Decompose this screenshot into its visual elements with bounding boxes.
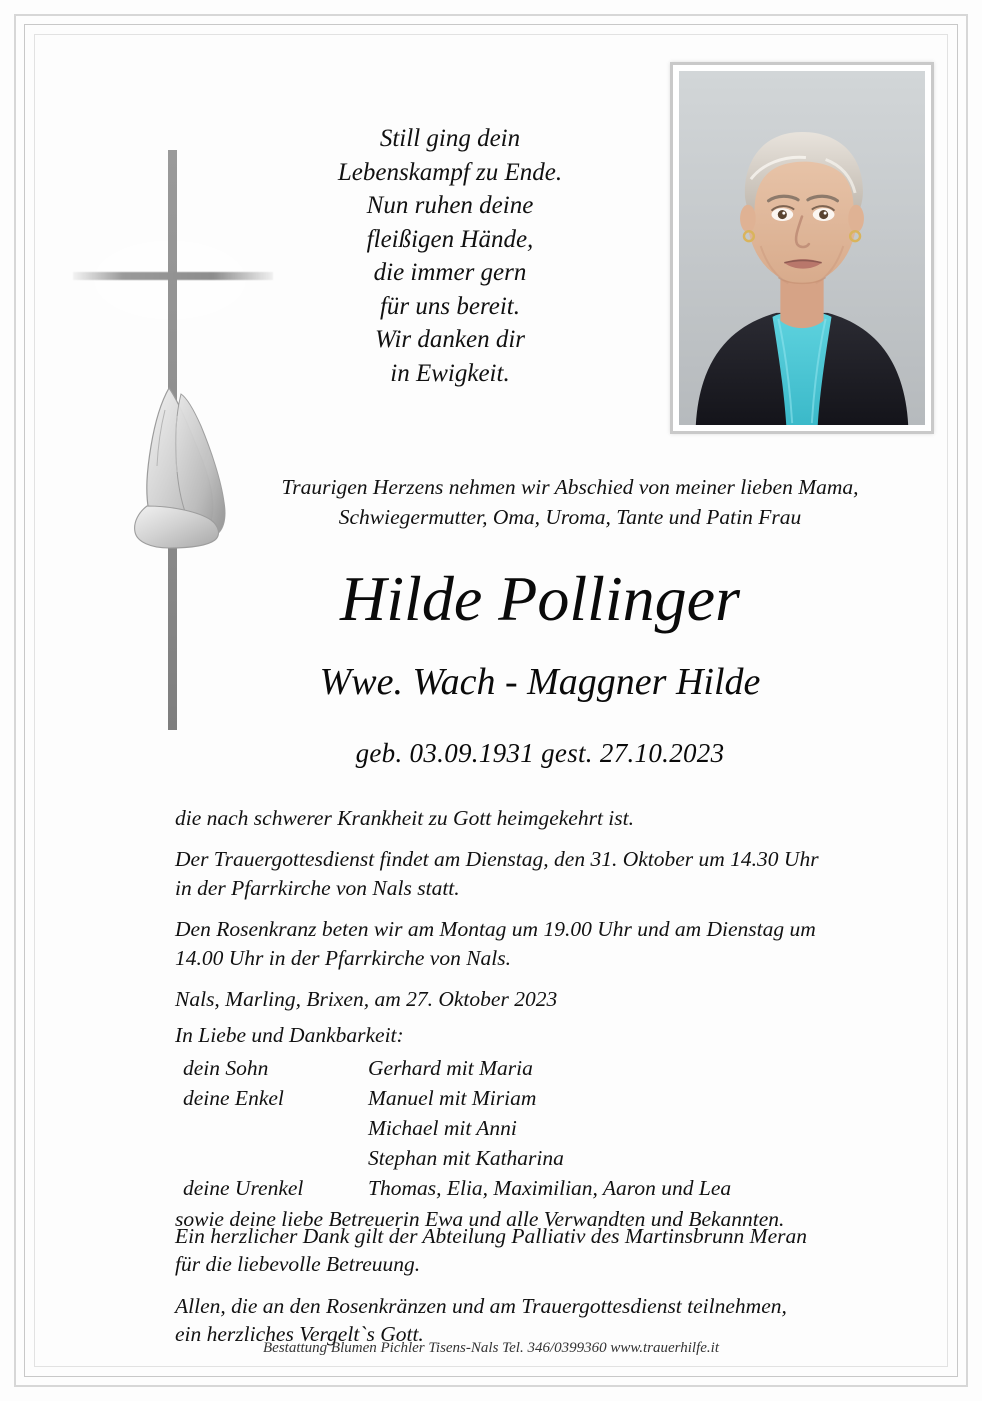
service-line-2: in der Pfarrkirche von Nals statt. bbox=[175, 875, 460, 900]
memorial-poem bbox=[300, 122, 600, 390]
family-heading: In Liebe und Dankbarkeit: bbox=[175, 1023, 404, 1047]
intro-text bbox=[250, 472, 890, 532]
blessing-line-2: ein herzliches Vergelt`s Gott. bbox=[175, 1322, 424, 1347]
poem-line-5: die immer gern bbox=[373, 259, 527, 286]
body-paragraph-4: Nals, Marling, Brixen, am 27. Oktober 2023 bbox=[175, 986, 558, 1011]
deceased-alias: Wwe. Wach - Maggner Hilde bbox=[319, 661, 761, 703]
poem-line-3: Nun ruhen deine bbox=[366, 192, 534, 219]
poem-line-1: Still ging dein bbox=[379, 125, 521, 152]
family-names: Gerhard mit Maria bbox=[368, 1055, 533, 1080]
table-row bbox=[183, 1174, 731, 1204]
family-names: Thomas, Elia, Maximilian, Aaron und Lea bbox=[368, 1175, 732, 1200]
family-role: dein Sohn bbox=[183, 1055, 269, 1080]
table-row bbox=[183, 1144, 731, 1174]
body-paragraph-2 bbox=[175, 845, 875, 902]
poem-line-2: Lebenskampf zu Ende. bbox=[337, 158, 563, 186]
memorial-artwork bbox=[55, 120, 285, 740]
poem-line-6: für uns bereit. bbox=[379, 292, 521, 320]
table-row bbox=[183, 1084, 731, 1114]
praying-hands-icon bbox=[111, 380, 243, 550]
rosary-line-2: 14.00 Uhr in der Pfarrkirche von Nals. bbox=[175, 945, 512, 970]
intro-line-1: Traurigen Herzens nehmen wir Abschied von meiner lieben Mama, bbox=[281, 475, 859, 499]
thanks-line-1: Ein herzlicher Dank gilt der Abteilung Palliativ des Martinsbrunn Meran bbox=[175, 1224, 807, 1248]
family-role: deine Enkel bbox=[183, 1085, 284, 1110]
deceased-dates: geb. 03.09.1931 gest. 27.10.2023 bbox=[355, 738, 725, 768]
service-line-1: Der Trauergottesdienst findet am Dienstag, den 31. Oktober um 14.30 Uhr bbox=[175, 847, 819, 872]
portrait-photo bbox=[679, 71, 925, 425]
poem-line-7: Wir danken dir bbox=[375, 326, 525, 353]
rosary-line-1: Den Rosenkranz beten wir am Montag um 19.00 Uhr und am Dienstag um bbox=[175, 917, 816, 942]
family-table bbox=[183, 1054, 731, 1204]
thanks-paragraph bbox=[175, 1222, 875, 1279]
poem-line-8: in Ewigkeit. bbox=[390, 359, 510, 387]
family-role: deine Urenkel bbox=[183, 1175, 304, 1200]
blessing-line-1: Allen, die an den Rosenkränzen und am Trauergottesdienst teilnehmen, bbox=[175, 1293, 787, 1318]
intro-line-2: Schwiegermutter, Oma, Uroma, Tante und Patin Frau bbox=[338, 505, 802, 530]
announcement-body bbox=[175, 804, 875, 1026]
poem-line-4: fleißigen Hände, bbox=[366, 225, 534, 253]
thanks-line-2: für die liebevolle Betreuung. bbox=[175, 1252, 421, 1277]
family-list bbox=[175, 1022, 895, 1234]
family-role bbox=[183, 1144, 368, 1174]
body-paragraph-3 bbox=[175, 915, 875, 972]
family-tail: sowie deine liebe Betreuerin Ewa und alle Verwandten und Bekannten. bbox=[175, 1206, 785, 1231]
table-row bbox=[183, 1054, 731, 1084]
family-names: Michael mit Anni bbox=[368, 1115, 517, 1140]
family-names: Stephan mit Katharina bbox=[368, 1145, 564, 1170]
footer-credit: Bestattung Blumen Pichler Tisens-Nals Tel. 346/0399360 www.trauerhilfe.it bbox=[263, 1340, 719, 1356]
deceased-name: Hilde Pollinger bbox=[340, 563, 740, 634]
body-paragraph-1: die nach schwerer Krankheit zu Gott heimgekehrt ist. bbox=[175, 806, 634, 830]
family-names: Manuel mit Miriam bbox=[368, 1085, 537, 1110]
portrait-frame bbox=[670, 62, 934, 434]
family-role bbox=[183, 1114, 368, 1144]
cross-crossbar bbox=[73, 272, 273, 280]
table-row bbox=[183, 1114, 731, 1144]
